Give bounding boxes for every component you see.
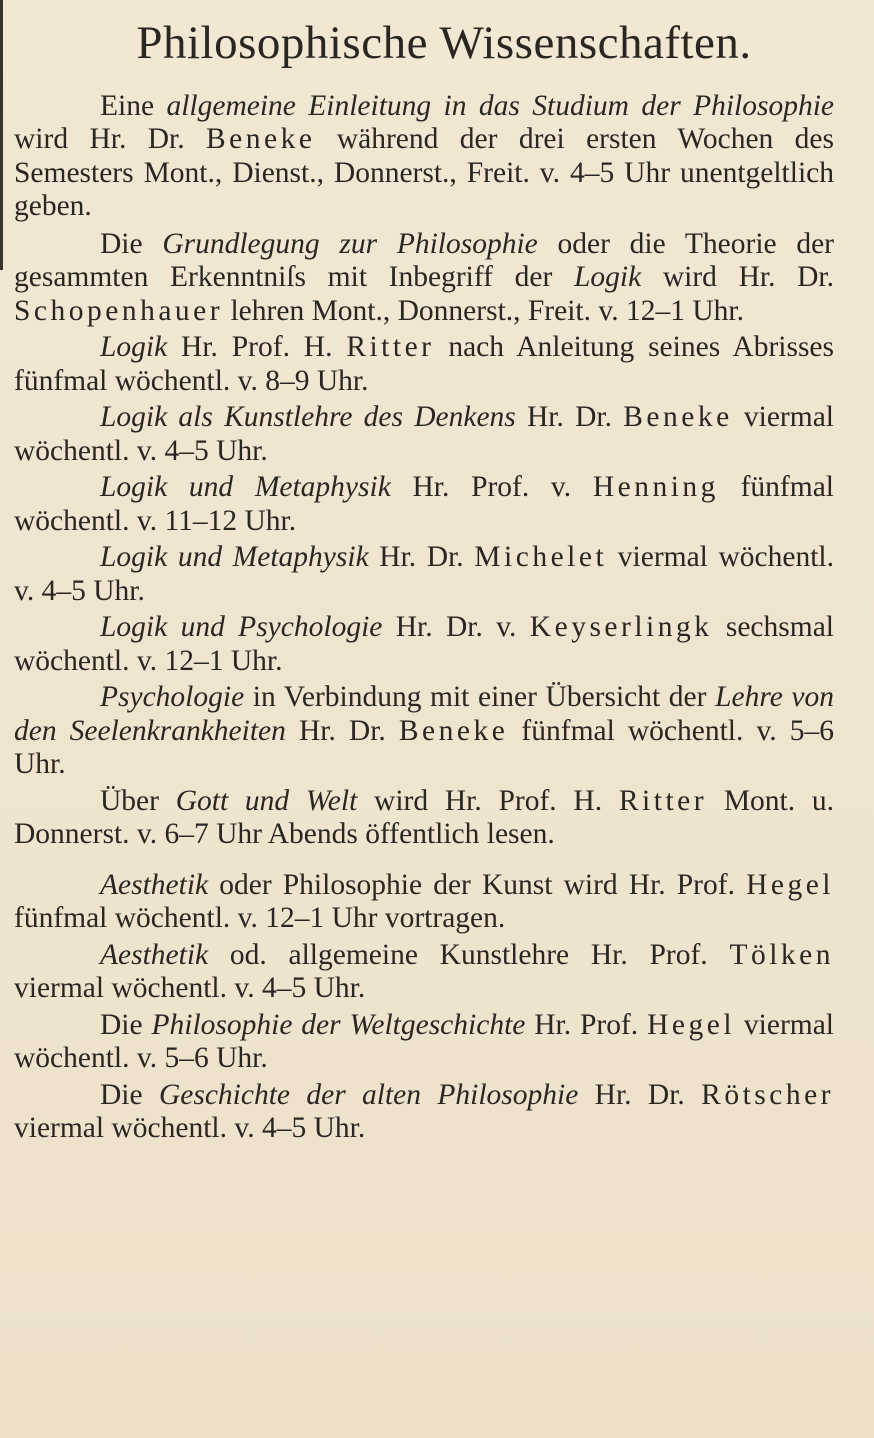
course-entry <box>14 228 834 329</box>
lecturer-name: Beneke <box>623 401 733 434</box>
lecturer-name: Beneke <box>205 123 316 156</box>
course-title-text: Logik <box>100 331 168 364</box>
entry-text: Hr. Dr. <box>578 1078 702 1111</box>
course-title-text: Logik und Metaphysik <box>100 471 391 504</box>
entry-text: Die <box>100 1008 152 1041</box>
section-heading: Philosophische Wissenschaften. <box>136 17 752 69</box>
entry-text: nach Anleitung seines Abrisses fünfmal wöchentl. v. 8–9 Uhr. <box>14 331 834 397</box>
entry-text: viermal wöchentl. v. 4–5 Uhr. <box>14 541 835 607</box>
entry-text: fünfmal wöchentl. v. 11–12 Uhr. <box>14 471 834 537</box>
lecturer-name: Hegel <box>746 868 834 901</box>
entry-text: wird Hr. Dr. <box>641 261 834 294</box>
entry-text: Hr. Dr. <box>515 401 624 434</box>
course-entry <box>14 471 834 538</box>
entry-text: viermal wöchentl. v. 4–5 Uhr. <box>14 401 834 467</box>
course-entry <box>14 681 834 782</box>
lecturer-name: Schopenhauer <box>14 294 224 327</box>
lecturer-name: Beneke <box>398 714 509 747</box>
course-entry <box>14 939 834 1006</box>
course-title-text: Logik als Kunstlehre des Denkens <box>100 401 516 434</box>
course-title-text: Gott und Welt <box>175 784 358 817</box>
course-title-text: Logik <box>573 261 642 294</box>
entry-text: wird Hr. Prof. H. <box>357 784 619 817</box>
course-entry <box>14 541 834 608</box>
course-title-text: Logik und Metaphysik <box>100 541 369 574</box>
lecturer-name: Ritter <box>618 784 708 817</box>
entry-text: viermal wöchentl. v. 5–6 Uhr. <box>14 1008 834 1075</box>
entry-text: Die <box>100 227 163 260</box>
entry-text: Hr. Dr. v. <box>382 611 530 644</box>
entry-text: Über <box>100 784 176 817</box>
entry-text: Hr. Prof. v. <box>390 471 593 504</box>
lecturer-name: Keyserlingk <box>529 611 713 644</box>
entry-text: od. allgemeine Kunstlehre Hr. Prof. <box>208 938 730 971</box>
course-entry <box>14 401 834 468</box>
course-title-text: Psychologie <box>100 681 245 714</box>
entry-text: Hr. Prof. H. <box>167 331 347 364</box>
lecturer-name: Tölken <box>729 938 834 971</box>
entry-text: fünfmal wöchentl. v. 12–1 Uhr vortragen. <box>14 902 506 935</box>
entry-text: viermal wöchentl. v. 4–5 Uhr. <box>14 1112 366 1145</box>
entry-text: Die <box>100 1078 159 1111</box>
spacer <box>14 855 834 869</box>
entry-text: Mont. u. Donnerst. v. 6–7 Uhr Abends öffentlich lesen. <box>14 784 834 851</box>
course-title-text: Aesthetik <box>100 938 209 971</box>
entry-text: Hr. Prof. <box>525 1008 648 1041</box>
entry-text: während der drei ersten Wochen des Semesters Mont., Dienst., Donnerst., Freit. v. 4–5 Uhr unentgeltlich geben. <box>14 123 834 223</box>
course-entry <box>14 869 834 936</box>
course-title-text: Lehre von den Seelenkrankheiten <box>14 681 834 747</box>
course-entry <box>14 611 834 678</box>
entry-text: fünfmal wöchentl. v. 5–6 Uhr. <box>14 714 834 781</box>
entry-text: Eine <box>100 89 167 122</box>
course-title-text: Grundlegung zur Philosophie <box>162 227 538 260</box>
course-title-text: Logik und Psychologie <box>100 611 383 644</box>
entry-text: viermal wöchentl. v. 4–5 Uhr. <box>14 972 366 1005</box>
course-entry <box>14 90 834 224</box>
entry-text: Hr. Dr. <box>285 714 399 747</box>
course-entry <box>14 331 834 398</box>
course-list <box>14 90 834 1146</box>
course-entry <box>14 1009 834 1076</box>
lecturer-name: Rötscher <box>701 1078 835 1111</box>
course-title-text: allgemeine Einleitung in das Studium der Philosophie <box>166 89 834 122</box>
lecturer-name: Henning <box>592 471 719 504</box>
entry-text: in Verbindung mit einer Übersicht der <box>244 681 716 714</box>
course-entry <box>14 785 834 852</box>
entry-text: sechsmal wöchentl. v. 12–1 Uhr. <box>14 611 834 677</box>
lecturer-name: Hegel <box>647 1008 736 1041</box>
entry-text: Hr. Dr. <box>368 541 475 574</box>
entry-text: lehren Mont., Donnerst., Freit. v. 12–1 Uhr. <box>223 294 744 327</box>
entry-text: oder Philosophie der Kunst wird Hr. Prof. <box>208 868 747 901</box>
entry-text: wird Hr. Dr. <box>14 123 206 156</box>
course-entry <box>14 1079 834 1146</box>
lecturer-name: Michelet <box>474 541 608 574</box>
course-title-text: Aesthetik <box>100 868 209 901</box>
entry-text: oder die Theorie der gesammten Erkenntniſs mit Inbegriff der <box>14 227 835 294</box>
course-title-text: Geschichte der alten Philosophie <box>158 1078 579 1111</box>
lecturer-name: Ritter <box>346 331 435 364</box>
course-title-text: Philosophie der Weltgeschichte <box>151 1008 526 1041</box>
